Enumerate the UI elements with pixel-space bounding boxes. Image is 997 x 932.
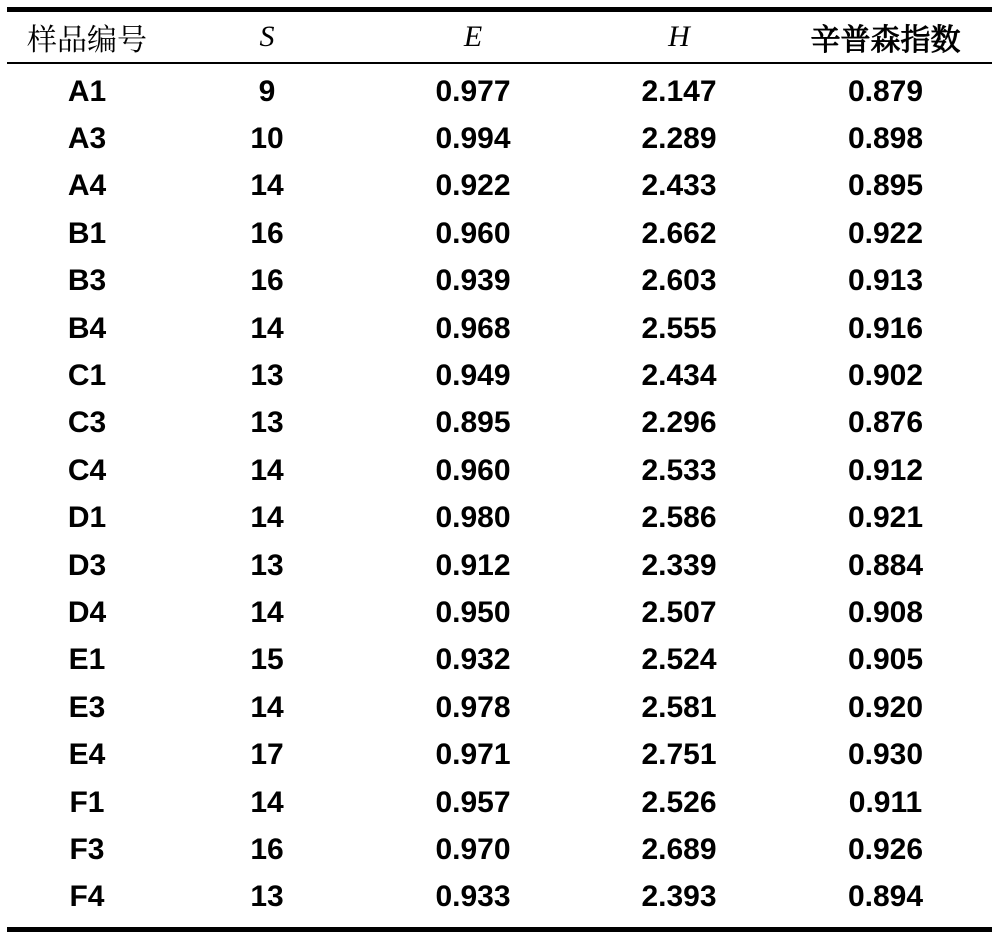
table-row [7, 731, 992, 778]
cell-sample-id: A3 [67, 122, 107, 156]
cell-sample-id: F1 [69, 785, 105, 819]
cell-s-value: 14 [250, 169, 284, 203]
cell-s-value: 15 [250, 643, 284, 677]
cell-sample-id: B3 [67, 264, 107, 298]
cell-s-value: 14 [250, 785, 284, 819]
cell-s-value: 17 [250, 738, 284, 772]
cell-h-value: 2.586 [641, 501, 717, 535]
table-row [7, 684, 992, 731]
table-row [7, 542, 992, 589]
header-h: H [668, 20, 690, 53]
cell-h-value: 2.393 [641, 880, 717, 914]
table-row [7, 210, 992, 257]
cell-s-value: 14 [250, 311, 284, 345]
cell-e-value: 0.960 [435, 453, 511, 487]
cell-simpson-index: 0.894 [847, 880, 924, 914]
table-row [7, 163, 992, 210]
cell-e-value: 0.978 [435, 690, 511, 724]
cell-h-value: 2.524 [641, 643, 717, 677]
cell-h-value: 2.526 [641, 785, 717, 819]
cell-simpson-index: 0.895 [847, 169, 924, 203]
cell-simpson-index: 0.876 [847, 406, 924, 440]
cell-h-value: 2.751 [641, 738, 717, 772]
cell-e-value: 0.933 [435, 880, 511, 914]
table-row [7, 637, 992, 684]
cell-e-value: 0.912 [435, 548, 511, 582]
cell-e-value: 0.994 [435, 122, 511, 156]
cell-h-value: 2.533 [641, 453, 717, 487]
cell-sample-id: E3 [68, 690, 106, 724]
table-row [7, 826, 992, 873]
cell-sample-id: A4 [67, 169, 107, 203]
cell-s-value: 14 [250, 453, 284, 487]
cell-simpson-index: 0.920 [847, 690, 924, 724]
table-row [7, 258, 992, 305]
cell-h-value: 2.289 [641, 122, 717, 156]
cell-sample-id: F3 [69, 832, 105, 866]
cell-simpson-index: 0.879 [847, 74, 924, 108]
cell-simpson-index: 0.922 [847, 216, 924, 250]
cell-h-value: 2.296 [641, 406, 717, 440]
table-body [7, 64, 992, 921]
cell-h-value: 2.507 [641, 595, 717, 629]
cell-sample-id: A1 [67, 74, 107, 108]
cell-e-value: 0.932 [435, 643, 511, 677]
table-row [7, 68, 992, 115]
cell-h-value: 2.662 [641, 216, 717, 250]
cell-e-value: 0.949 [435, 359, 511, 393]
cell-simpson-index: 0.921 [847, 501, 924, 535]
cell-sample-id: C1 [67, 359, 107, 393]
cell-e-value: 0.939 [435, 264, 511, 298]
cell-s-value: 16 [250, 832, 284, 866]
cell-e-value: 0.971 [435, 738, 511, 772]
cell-simpson-index: 0.898 [847, 122, 924, 156]
cell-s-value: 10 [250, 122, 284, 156]
cell-s-value: 13 [250, 359, 284, 393]
cell-sample-id: C3 [67, 406, 107, 440]
cell-s-value: 9 [258, 74, 276, 108]
cell-e-value: 0.970 [435, 832, 511, 866]
cell-sample-id: F4 [69, 880, 105, 914]
cell-sample-id: D4 [67, 595, 107, 629]
cell-s-value: 14 [250, 595, 284, 629]
table-row [7, 305, 992, 352]
cell-s-value: 13 [250, 548, 284, 582]
cell-simpson-index: 0.884 [847, 548, 924, 582]
cell-s-value: 16 [250, 216, 284, 250]
table-header-row [7, 12, 992, 62]
header-e: E [463, 20, 483, 53]
cell-simpson-index: 0.913 [847, 264, 924, 298]
cell-s-value: 13 [250, 880, 284, 914]
cell-e-value: 0.977 [435, 74, 511, 108]
table-row [7, 874, 992, 921]
cell-e-value: 0.957 [435, 785, 511, 819]
header-s: S [259, 20, 275, 53]
cell-s-value: 13 [250, 406, 284, 440]
cell-h-value: 2.555 [641, 311, 717, 345]
cell-simpson-index: 0.926 [847, 832, 924, 866]
table-row [7, 115, 992, 162]
cell-sample-id: D3 [67, 548, 107, 582]
cell-simpson-index: 0.902 [847, 359, 924, 393]
cell-sample-id: D1 [67, 501, 107, 535]
header-simpson-index: 辛普森指数 [810, 23, 961, 58]
cell-h-value: 2.147 [641, 74, 717, 108]
cell-e-value: 0.968 [435, 311, 511, 345]
table-row [7, 779, 992, 826]
cell-sample-id: B4 [67, 311, 107, 345]
cell-h-value: 2.339 [641, 548, 717, 582]
cell-e-value: 0.895 [435, 406, 511, 440]
table-row [7, 352, 992, 399]
table-row [7, 400, 992, 447]
cell-simpson-index: 0.908 [847, 595, 924, 629]
table-row [7, 447, 992, 494]
cell-e-value: 0.950 [435, 595, 511, 629]
cell-simpson-index: 0.912 [847, 453, 924, 487]
cell-simpson-index: 0.916 [847, 311, 924, 345]
cell-simpson-index: 0.911 [848, 785, 923, 819]
table-bottom-rule [7, 927, 992, 932]
cell-s-value: 14 [250, 690, 284, 724]
cell-sample-id: C4 [67, 453, 107, 487]
cell-sample-id: B1 [67, 216, 107, 250]
cell-e-value: 0.922 [435, 169, 511, 203]
cell-h-value: 2.434 [641, 359, 717, 393]
cell-simpson-index: 0.905 [847, 643, 924, 677]
cell-h-value: 2.689 [641, 832, 717, 866]
cell-h-value: 2.433 [641, 169, 717, 203]
cell-s-value: 16 [250, 264, 284, 298]
table-row [7, 589, 992, 636]
cell-s-value: 14 [250, 501, 284, 535]
cell-simpson-index: 0.930 [847, 738, 924, 772]
cell-h-value: 2.603 [641, 264, 717, 298]
cell-sample-id: E4 [68, 738, 106, 772]
cell-sample-id: E1 [68, 643, 106, 677]
data-table [7, 7, 992, 932]
cell-e-value: 0.960 [435, 216, 511, 250]
table-row [7, 495, 992, 542]
cell-h-value: 2.581 [641, 690, 717, 724]
header-sample-id: 样品编号 [27, 23, 147, 58]
cell-e-value: 0.980 [435, 501, 511, 535]
